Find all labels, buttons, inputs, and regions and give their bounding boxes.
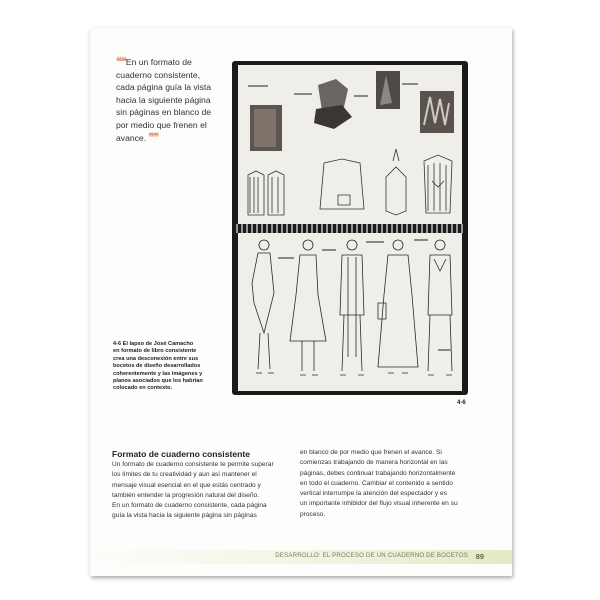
pull-quote-line: sin páginas en blanco de	[116, 107, 212, 118]
body-line: en todo el cuaderno. Cambiar el contenido a sentido	[300, 479, 453, 487]
body-line: vertical interrumpe la atención del espectador y es	[300, 490, 447, 498]
figure-caption	[113, 341, 225, 393]
body-line: mensaje visual esencial en el que estás centrado y	[112, 481, 261, 489]
close-quote-icon: ❞❞	[148, 131, 159, 144]
body-line: Un formato de cuaderno consistente te permite superar	[112, 461, 274, 468]
reference-images-and-flats-illustration	[238, 65, 462, 225]
pull-quote	[116, 56, 216, 144]
sketchbook-photo	[232, 61, 468, 395]
body-line: proceso.	[300, 510, 326, 518]
section-heading: Formato de cuaderno consistente	[112, 449, 251, 459]
book-page	[90, 28, 512, 576]
caption-line: 4-6 El lapso de José Camacho	[113, 341, 194, 347]
sketchbook-top-page	[238, 65, 462, 225]
body-line: un importante inhibidor del flujo visual inherente en su	[300, 500, 458, 508]
pull-quote-line: cuaderno consistente,	[116, 69, 201, 80]
body-line: en blanco de por medio que frenen el avance. Si	[300, 449, 442, 456]
body-line: comienzas trabajando de manera horizontal en las	[300, 459, 448, 467]
caption-line: colocado en contexto.	[113, 385, 173, 392]
caption-line: bocetos de diseño desarrollados	[113, 363, 201, 370]
pull-quote-line: hacia la siguiente página	[116, 94, 211, 105]
body-line: también entender la progresión natural del diseño.	[112, 491, 259, 499]
caption-line: crea una desconexión entre sus	[113, 355, 199, 362]
page-number: 89	[475, 551, 484, 561]
pull-quote-line: cada página guía la vista	[116, 82, 212, 93]
pull-quote-line: En un formato de	[125, 57, 192, 67]
pull-quote-line: avance.	[116, 132, 147, 143]
sketchbook-bottom-page	[238, 233, 462, 391]
caption-line: en formato de libro consistente	[113, 348, 197, 355]
figure-label: 4-6	[457, 400, 466, 406]
fashion-figures-sketch	[238, 233, 462, 391]
body-column-right	[300, 448, 476, 520]
body-column-left	[112, 448, 288, 522]
spiral-binding	[236, 224, 464, 233]
body-line: los límites de tu creatividad y aun así mantener el	[112, 471, 257, 479]
caption-line: planos asociados que los habrían	[113, 378, 203, 385]
pull-quote-line: por medio que frenen el	[116, 119, 207, 130]
running-footer	[90, 550, 512, 564]
body-line: páginas, debes continuar trabajando horizontalmente	[300, 469, 456, 477]
caption-line: coherentemente y las imágenes y	[113, 370, 203, 377]
open-quote-icon: ❝❝	[116, 56, 126, 68]
body-line: guía la vista hacia la siguiente página sin páginas	[112, 512, 257, 520]
footer-section-title: DESARROLLO: EL PROCESO DE UN CUADERNO DE BOCETOS	[275, 552, 468, 559]
body-line: En un formato de cuaderno consistente, cada página	[112, 502, 267, 510]
